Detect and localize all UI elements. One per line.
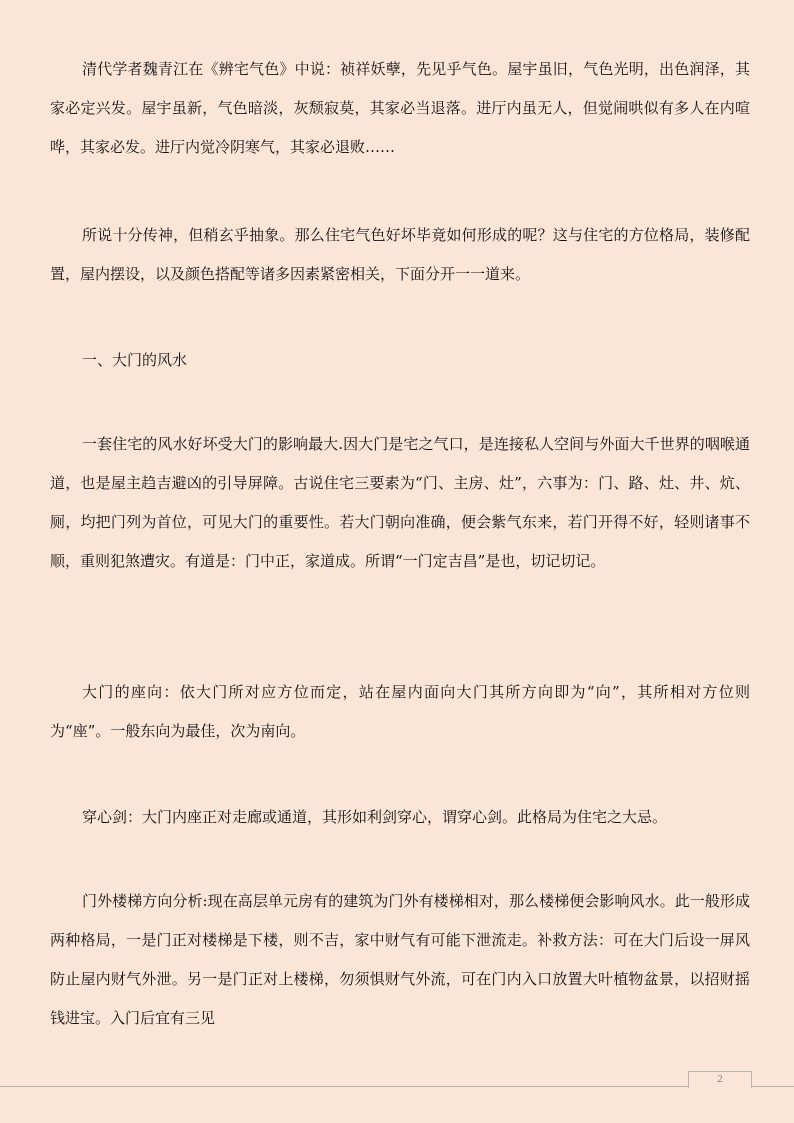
paragraph-intro-quote: 清代学者魏青江在《辨宅气色》中说：祯祥妖孽，先见乎气色。屋宇虽旧，气色光明，出色润泽，其家必定兴发。屋宇虽新，气色暗淡，灰颓寂莫，其家必当退落。进厅内虽无人，但觉闹哄似有多人在内喧哗，其家必发。进厅内觉冷阴寒气，其家必退败…… [50, 60, 750, 156]
section-heading-door: 一、大门的风水 [82, 351, 188, 369]
paragraph-stair-analysis: 门外楼梯方向分析:现在高层单元房有的建筑为门外有楼梯相对，那么楼梯便会影响风水。此一般形成两种格局，一是门正对楼梯是下楼，则不吉，家中财气有可能下泄流走。补救方法：可在大门后设一屏风防止屋内财气外泄。另一是门正对上楼梯，勿须惧财气外流，可在门内入口放置大叶植物盆景，以招财摇钱进宝。入门后宜有三见 [50, 892, 750, 1027]
paragraph-explanation: 所说十分传神，但稍玄乎抽象。那么住宅气色好坏毕竟如何形成的呢？这与住宅的方位格局，装修配置，屋内摆设，以及颜色搭配等诸多因素紧密相关，下面分开一一道来。 [50, 226, 750, 283]
page-number: 2 [717, 1073, 723, 1085]
paragraph-piercing-sword: 穿心剑：大门内座正对走廊或通道，其形如利剑穿心，谓穿心剑。此格局为住宅之大忌。 [82, 808, 668, 826]
paragraph-door-importance: 一套住宅的风水好坏受大门的影响最大.因大门是宅之气口，是连接私人空间与外面大千世界的咽喉通道，也是屋主趋吉避凶的引导屏障。古说住宅三要素为“门、主房、灶”，六事为：门、路、灶、井、炕、厕，均把门列为首位，可见大门的重要性。若大门朝向准确，便会紫气东来，若门开得不好，轻则诸事不顺，重则犯煞遭灾。有道是：门中正，家道成。所谓“一门定吉昌”是也，切记切记。 [50, 435, 750, 570]
paragraph-door-orientation: 大门的座向：依大门所对应方位而定，站在屋内面向大门其所方向即为“向”，其所相对方位则为“座”。一般东向为最佳，次为南向。 [50, 683, 750, 740]
footer-divider [0, 1086, 794, 1087]
